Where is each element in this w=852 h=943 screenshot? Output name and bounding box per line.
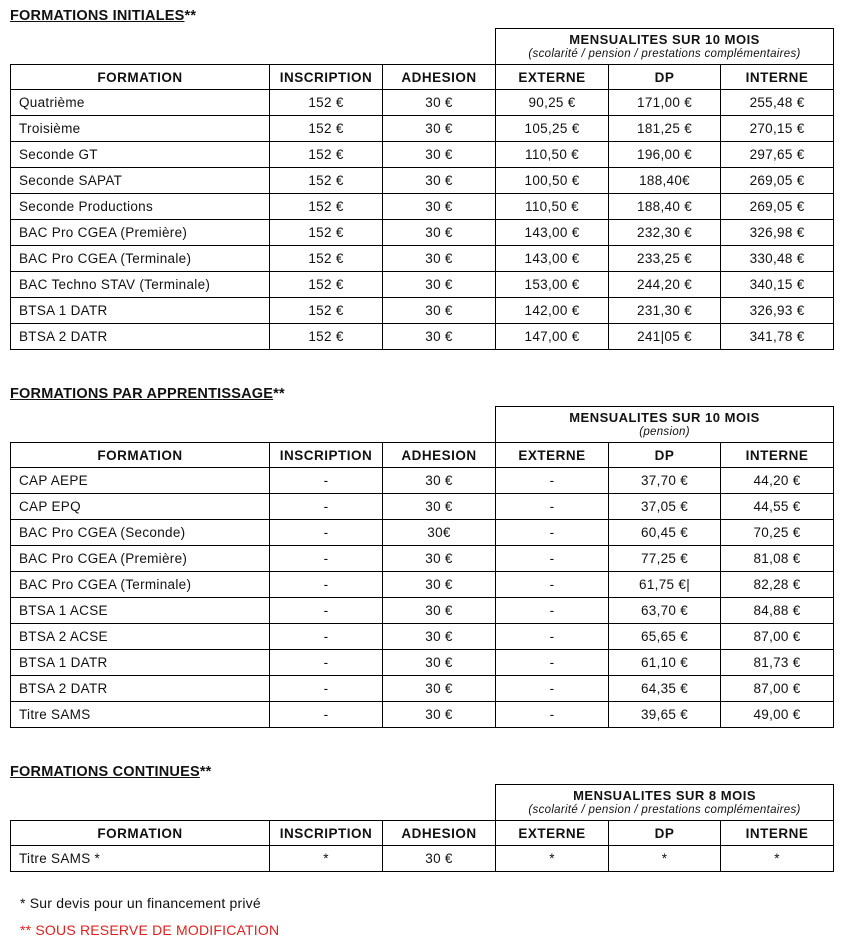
table-row xyxy=(11,168,834,194)
table-row xyxy=(11,272,834,298)
interne-cell: 340,15 € xyxy=(721,272,834,298)
col-formation: FORMATION xyxy=(11,443,270,468)
adhesion-cell: 30 € xyxy=(383,324,496,350)
dp-cell: 37,70 € xyxy=(609,468,721,494)
fees-table xyxy=(10,784,834,872)
externe-cell: 142,00 € xyxy=(496,298,609,324)
col-inscription: INSCRIPTION xyxy=(270,443,383,468)
adhesion-cell: 30 € xyxy=(383,246,496,272)
table-row xyxy=(11,194,834,220)
section-title-apprentissage xyxy=(10,386,285,402)
dp-cell: 61,10 € xyxy=(609,650,721,676)
interne-cell: 341,78 € xyxy=(721,324,834,350)
externe-cell: - xyxy=(496,520,609,546)
col-inscription: INSCRIPTION xyxy=(270,65,383,90)
interne-cell: 70,25 € xyxy=(721,520,834,546)
interne-cell: 84,88 € xyxy=(721,598,834,624)
formation-cell: BAC Pro CGEA (Première) xyxy=(11,546,270,572)
table-row xyxy=(11,546,834,572)
externe-cell: - xyxy=(496,598,609,624)
inscription-cell: - xyxy=(270,468,383,494)
adhesion-cell: 30 € xyxy=(383,546,496,572)
col-externe: EXTERNE xyxy=(496,821,609,846)
externe-cell: - xyxy=(496,468,609,494)
interne-cell: 87,00 € xyxy=(721,676,834,702)
col-adhesion: ADHESION xyxy=(383,821,496,846)
interne-cell: * xyxy=(721,846,834,872)
column-header-row xyxy=(11,821,834,846)
inscription-cell: 152 € xyxy=(270,194,383,220)
dp-cell: 64,35 € xyxy=(609,676,721,702)
dp-cell: 65,65 € xyxy=(609,624,721,650)
interne-cell: 326,98 € xyxy=(721,220,834,246)
adhesion-cell: 30 € xyxy=(383,168,496,194)
group-subtitle: (scolarité / pension / prestations complémentaires) xyxy=(528,47,801,60)
footnote-devis: * Sur devis pour un financement privé xyxy=(20,895,261,911)
adhesion-cell: 30 € xyxy=(383,272,496,298)
table-row xyxy=(11,650,834,676)
dp-cell: 231,30 € xyxy=(609,298,721,324)
table-row xyxy=(11,598,834,624)
inscription-cell: - xyxy=(270,520,383,546)
externe-cell: 143,00 € xyxy=(496,220,609,246)
section-title-suffix: ** xyxy=(184,8,197,24)
interne-cell: 87,00 € xyxy=(721,624,834,650)
dp-cell: 37,05 € xyxy=(609,494,721,520)
dp-cell: 171,00 € xyxy=(609,90,721,116)
section-title-initiales xyxy=(10,8,196,24)
externe-cell: - xyxy=(496,546,609,572)
dp-cell: 232,30 € xyxy=(609,220,721,246)
adhesion-cell: 30 € xyxy=(383,90,496,116)
col-adhesion: ADHESION xyxy=(383,65,496,90)
externe-cell: - xyxy=(496,494,609,520)
section-title-suffix: ** xyxy=(199,764,212,780)
externe-cell: - xyxy=(496,650,609,676)
table-row xyxy=(11,520,834,546)
dp-cell: * xyxy=(609,846,721,872)
group-header xyxy=(496,785,834,821)
dp-cell: 188,40 € xyxy=(609,194,721,220)
group-title: MENSUALITES SUR 10 MOIS xyxy=(569,409,760,425)
formation-cell: BAC Pro CGEA (Seconde) xyxy=(11,520,270,546)
table-row xyxy=(11,702,834,728)
formation-cell: BTSA 2 DATR xyxy=(11,324,270,350)
formation-cell: BTSA 1 DATR xyxy=(11,650,270,676)
dp-cell: 241|05 € xyxy=(609,324,721,350)
externe-cell: 153,00 € xyxy=(496,272,609,298)
column-header-row xyxy=(11,65,834,90)
table-row xyxy=(11,494,834,520)
inscription-cell: 152 € xyxy=(270,246,383,272)
adhesion-cell: 30 € xyxy=(383,116,496,142)
inscription-cell: - xyxy=(270,676,383,702)
externe-cell: * xyxy=(496,846,609,872)
interne-cell: 326,93 € xyxy=(721,298,834,324)
table-row xyxy=(11,676,834,702)
table-row xyxy=(11,468,834,494)
section-title-text: FORMATIONS CONTINUES xyxy=(10,764,200,780)
group-subtitle: (pension) xyxy=(639,425,690,438)
col-dp: DP xyxy=(609,443,721,468)
externe-cell: 147,00 € xyxy=(496,324,609,350)
group-header xyxy=(496,29,834,65)
dp-cell: 60,45 € xyxy=(609,520,721,546)
col-externe: EXTERNE xyxy=(496,443,609,468)
formation-cell: CAP EPQ xyxy=(11,494,270,520)
table-apprentissage xyxy=(10,406,833,728)
inscription-cell: 152 € xyxy=(270,90,383,116)
adhesion-cell: 30 € xyxy=(383,650,496,676)
table-initiales xyxy=(10,28,833,350)
dp-cell: 188,40€ xyxy=(609,168,721,194)
adhesion-cell: 30 € xyxy=(383,702,496,728)
footnote-reserve: ** SOUS RESERVE DE MODIFICATION xyxy=(20,922,280,938)
dp-cell: 39,65 € xyxy=(609,702,721,728)
dp-cell: 61,75 €| xyxy=(609,572,721,598)
section-title-suffix: ** xyxy=(273,386,285,402)
adhesion-cell: 30 € xyxy=(383,220,496,246)
externe-cell: 90,25 € xyxy=(496,90,609,116)
externe-cell: - xyxy=(496,702,609,728)
externe-cell: - xyxy=(496,624,609,650)
formation-cell: BAC Pro CGEA (Première) xyxy=(11,220,270,246)
section-title-text: FORMATIONS PAR APPRENTISSAGE xyxy=(10,386,274,402)
table-row xyxy=(11,846,834,872)
section-title-continues xyxy=(10,764,212,780)
adhesion-cell: 30€ xyxy=(383,520,496,546)
adhesion-cell: 30 € xyxy=(383,846,496,872)
table-row xyxy=(11,298,834,324)
formation-cell: BTSA 2 ACSE xyxy=(11,624,270,650)
dp-cell: 77,25 € xyxy=(609,546,721,572)
table-row xyxy=(11,624,834,650)
formation-cell: Seconde GT xyxy=(11,142,270,168)
col-inscription: INSCRIPTION xyxy=(270,821,383,846)
col-formation: FORMATION xyxy=(11,65,270,90)
col-dp: DP xyxy=(609,821,721,846)
table-row xyxy=(11,116,834,142)
inscription-cell: 152 € xyxy=(270,272,383,298)
dp-cell: 244,20 € xyxy=(609,272,721,298)
externe-cell: - xyxy=(496,572,609,598)
interne-cell: 255,48 € xyxy=(721,90,834,116)
inscription-cell: - xyxy=(270,572,383,598)
adhesion-cell: 30 € xyxy=(383,298,496,324)
col-adhesion: ADHESION xyxy=(383,443,496,468)
table-row xyxy=(11,220,834,246)
col-interne: INTERNE xyxy=(721,65,834,90)
inscription-cell: - xyxy=(270,650,383,676)
inscription-cell: - xyxy=(270,546,383,572)
adhesion-cell: 30 € xyxy=(383,494,496,520)
interne-cell: 330,48 € xyxy=(721,246,834,272)
interne-cell: 81,08 € xyxy=(721,546,834,572)
inscription-cell: 152 € xyxy=(270,298,383,324)
dp-cell: 196,00 € xyxy=(609,142,721,168)
adhesion-cell: 30 € xyxy=(383,624,496,650)
dp-cell: 181,25 € xyxy=(609,116,721,142)
col-formation: FORMATION xyxy=(11,821,270,846)
table-row xyxy=(11,246,834,272)
externe-cell: 110,50 € xyxy=(496,142,609,168)
adhesion-cell: 30 € xyxy=(383,468,496,494)
col-interne: INTERNE xyxy=(721,821,834,846)
formation-cell: BAC Techno STAV (Terminale) xyxy=(11,272,270,298)
adhesion-cell: 30 € xyxy=(383,676,496,702)
table-row xyxy=(11,142,834,168)
fees-table xyxy=(10,28,834,350)
interne-cell: 269,05 € xyxy=(721,194,834,220)
formation-cell: Troisième xyxy=(11,116,270,142)
inscription-cell: * xyxy=(270,846,383,872)
inscription-cell: - xyxy=(270,598,383,624)
adhesion-cell: 30 € xyxy=(383,194,496,220)
fees-table xyxy=(10,406,834,728)
interne-cell: 49,00 € xyxy=(721,702,834,728)
inscription-cell: - xyxy=(270,624,383,650)
formation-cell: BAC Pro CGEA (Terminale) xyxy=(11,246,270,272)
adhesion-cell: 30 € xyxy=(383,142,496,168)
formation-cell: BAC Pro CGEA (Terminale) xyxy=(11,572,270,598)
inscription-cell: 152 € xyxy=(270,142,383,168)
externe-cell: 110,50 € xyxy=(496,194,609,220)
col-dp: DP xyxy=(609,65,721,90)
inscription-cell: 152 € xyxy=(270,220,383,246)
inscription-cell: - xyxy=(270,494,383,520)
group-header xyxy=(496,407,834,443)
interne-cell: 270,15 € xyxy=(721,116,834,142)
interne-cell: 297,65 € xyxy=(721,142,834,168)
column-header-row xyxy=(11,443,834,468)
externe-cell: - xyxy=(496,676,609,702)
group-title: MENSUALITES SUR 8 MOIS xyxy=(573,787,756,803)
group-title: MENSUALITES SUR 10 MOIS xyxy=(569,31,760,47)
col-externe: EXTERNE xyxy=(496,65,609,90)
table-row xyxy=(11,324,834,350)
formation-cell: CAP AEPE xyxy=(11,468,270,494)
inscription-cell: - xyxy=(270,702,383,728)
interne-cell: 81,73 € xyxy=(721,650,834,676)
formation-cell: BTSA 2 DATR xyxy=(11,676,270,702)
col-interne: INTERNE xyxy=(721,443,834,468)
table-row xyxy=(11,572,834,598)
adhesion-cell: 30 € xyxy=(383,598,496,624)
inscription-cell: 152 € xyxy=(270,168,383,194)
interne-cell: 44,20 € xyxy=(721,468,834,494)
adhesion-cell: 30 € xyxy=(383,572,496,598)
externe-cell: 105,25 € xyxy=(496,116,609,142)
inscription-cell: 152 € xyxy=(270,116,383,142)
dp-cell: 63,70 € xyxy=(609,598,721,624)
dp-cell: 233,25 € xyxy=(609,246,721,272)
formation-cell: Titre SAMS * xyxy=(11,846,270,872)
interne-cell: 82,28 € xyxy=(721,572,834,598)
formation-cell: Quatrième xyxy=(11,90,270,116)
inscription-cell: 152 € xyxy=(270,324,383,350)
formation-cell: Titre SAMS xyxy=(11,702,270,728)
formation-cell: BTSA 1 DATR xyxy=(11,298,270,324)
formation-cell: Seconde SAPAT xyxy=(11,168,270,194)
section-title-text: FORMATIONS INITIALES xyxy=(10,8,185,24)
table-continues xyxy=(10,784,833,872)
formation-cell: Seconde Productions xyxy=(11,194,270,220)
externe-cell: 100,50 € xyxy=(496,168,609,194)
formation-cell: BTSA 1 ACSE xyxy=(11,598,270,624)
table-row xyxy=(11,90,834,116)
interne-cell: 269,05 € xyxy=(721,168,834,194)
externe-cell: 143,00 € xyxy=(496,246,609,272)
group-subtitle: (scolarité / pension / prestations complémentaires) xyxy=(528,803,801,816)
interne-cell: 44,55 € xyxy=(721,494,834,520)
